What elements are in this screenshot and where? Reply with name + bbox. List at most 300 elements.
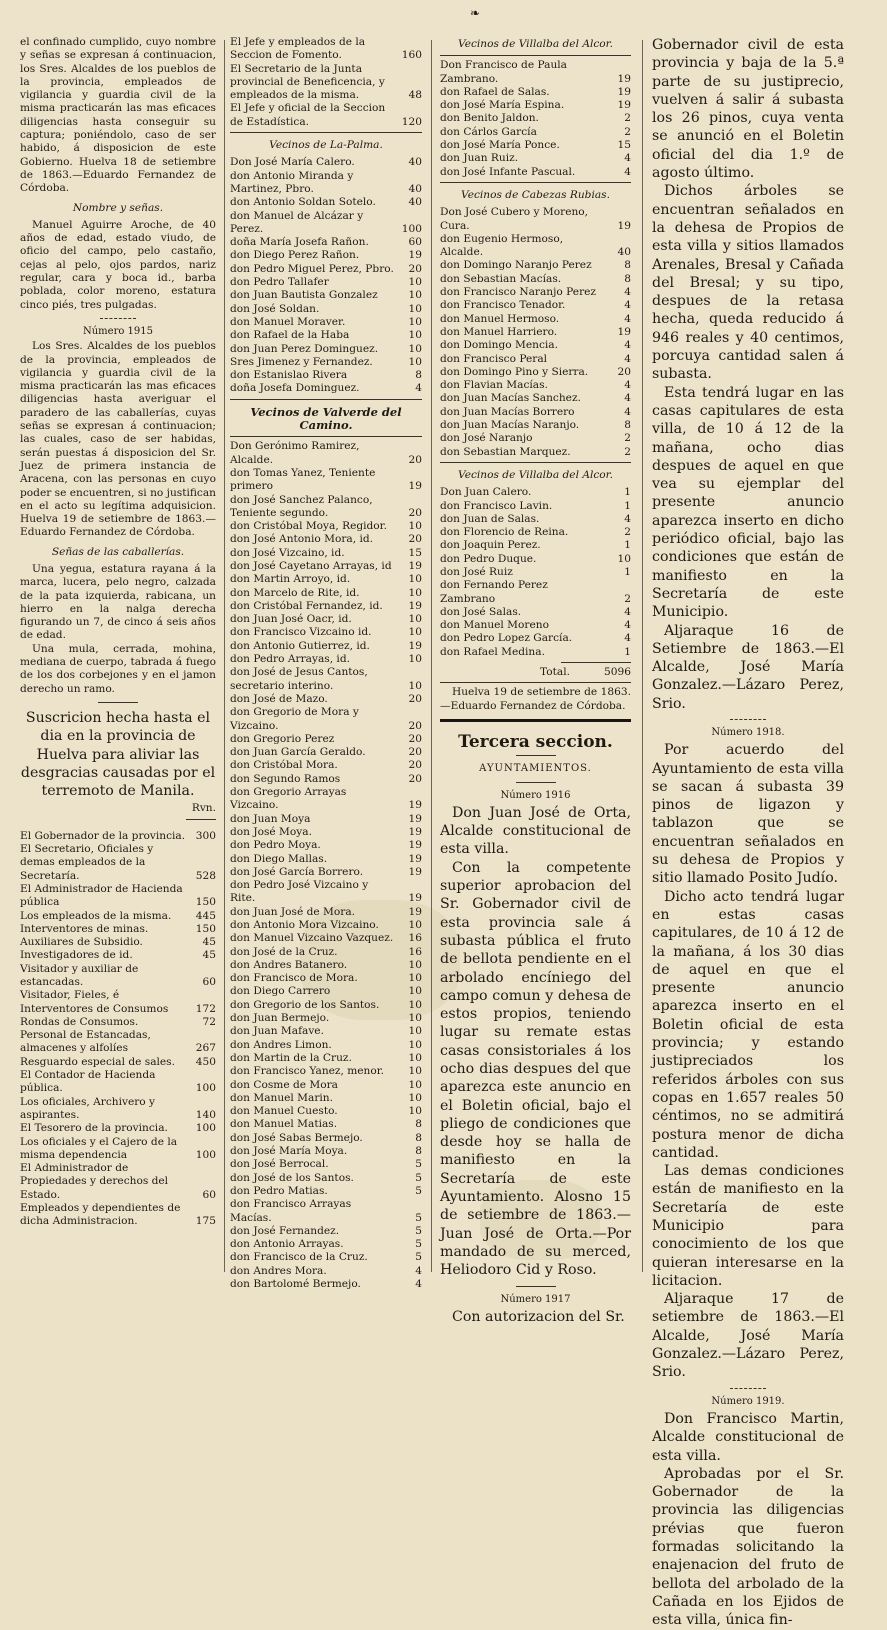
donor-name: don Francisco Yanez, menor. bbox=[230, 1065, 385, 1078]
donor-name: El Secretario de la Junta provincial de Beneficencia, y empleados de la misma. bbox=[230, 62, 385, 102]
donor-name: don Rafael de la Haba bbox=[230, 329, 350, 342]
donor-name: Visitador y auxiliar de estancadas. bbox=[20, 962, 139, 988]
list-item bbox=[230, 1185, 422, 1198]
donation-amount: 8 bbox=[415, 369, 422, 382]
donation-amount: 4 bbox=[624, 339, 631, 352]
donor-name: don Eugenio Hermoso, Alcalde. bbox=[440, 232, 564, 259]
donor-name: don José Salas. bbox=[440, 605, 522, 618]
donor-name: don Pedro Arrayas, id. bbox=[230, 653, 350, 666]
donor-name: don Andres Batanero. bbox=[230, 958, 348, 971]
donation-amount: 5 bbox=[415, 1224, 422, 1237]
donor-name: don Gregorio de Mora y Vizcaino. bbox=[230, 706, 359, 732]
list-item bbox=[230, 36, 422, 63]
donor-name: don Manuel Vizcaino Vazquez. bbox=[230, 932, 394, 945]
list-item bbox=[230, 932, 422, 945]
section-heading: Vecinos de Valverde del Camino. bbox=[250, 404, 402, 433]
list-item bbox=[230, 706, 422, 733]
donor-name: don Rafael de Salas. bbox=[440, 85, 550, 98]
donation-amount: 2 bbox=[624, 592, 631, 605]
column-divider bbox=[224, 40, 225, 1272]
list-item bbox=[230, 985, 422, 998]
list-item bbox=[230, 786, 422, 813]
donor-name: don José Naranjo bbox=[440, 432, 533, 445]
notice-paragraph: Las demas condiciones están de manifiesto en la Secretaría de este Municipio para conocimiento de los que quieran interesarse en la licitacion. bbox=[652, 1163, 844, 1289]
list-item bbox=[440, 486, 631, 499]
list-item bbox=[230, 813, 422, 826]
separator bbox=[440, 182, 631, 183]
list-item bbox=[230, 1039, 422, 1052]
donation-amount: 10 bbox=[408, 998, 422, 1011]
donation-amount: 5 bbox=[415, 1171, 422, 1184]
list-item bbox=[440, 313, 631, 326]
donor-name: Don Juan Calero. bbox=[440, 486, 532, 499]
signature: Huelva 19 de setiembre de 1863. —Eduardo Fernandez de Córdoba. bbox=[440, 686, 631, 712]
donation-amount: 10 bbox=[408, 1051, 422, 1064]
notice-paragraph: Don Juan José de Orta, Alcalde constitucional de esta villa. bbox=[440, 804, 631, 858]
notice-paragraph: Esta tendrá lugar en las casas capitulares de esta villa, de 10 á 12 de la mañana, ocho dias despues de aquel en que vea su ejemplar del presente anuncio aparezca inserto en dicho periódico oficial, bajo las condiciones que están de manifiesto en la Secretaría de este Municipio. bbox=[652, 384, 844, 621]
list-item bbox=[230, 853, 422, 866]
donation-amount: 40 bbox=[408, 196, 422, 209]
donation-amount: 10 bbox=[408, 919, 422, 931]
donation-amount: 20 bbox=[408, 692, 422, 705]
donation-amount: 10 bbox=[408, 985, 422, 998]
total-value: 5096 bbox=[604, 666, 631, 679]
donor-name: don Cristóbal Mora. bbox=[230, 759, 338, 772]
donor-name: don Francisco Lavin. bbox=[440, 499, 553, 512]
donation-amount: 60 bbox=[202, 976, 216, 988]
description-paragraph: Una mula, cerrada, mohina, mediana de cuerpo, tabrada á fuego de los dos corbejones y en el jamon derecho un ramo. bbox=[20, 642, 216, 695]
donor-name: don José Sanchez Palanco, Teniente segundo. bbox=[230, 493, 373, 519]
donor-name: don José García Borrero. bbox=[230, 865, 364, 878]
donation-amount: 175 bbox=[195, 1215, 216, 1228]
donation-amount: 10 bbox=[408, 315, 422, 328]
separator bbox=[516, 1286, 556, 1287]
list-item bbox=[440, 419, 631, 432]
donation-amount: 5 bbox=[415, 1251, 422, 1264]
donor-name: don Antonio Arrayas. bbox=[230, 1238, 344, 1251]
donation-amount: 20 bbox=[408, 772, 422, 785]
donation-amount: 1 bbox=[624, 565, 631, 578]
list-item bbox=[230, 329, 422, 342]
donation-amount: 19 bbox=[408, 480, 422, 493]
list-item bbox=[440, 59, 631, 86]
donation-amount: 2 bbox=[624, 432, 631, 445]
list-item bbox=[230, 1118, 422, 1131]
donation-amount: 19 bbox=[408, 852, 422, 865]
donation-list bbox=[230, 36, 422, 129]
donation-amount: 2 bbox=[624, 526, 631, 539]
donation-amount: 8 bbox=[415, 1131, 422, 1144]
list-item bbox=[230, 1012, 422, 1025]
donor-name: Sres Jimenez y Fernandez. bbox=[230, 355, 373, 368]
list-item bbox=[230, 196, 422, 209]
donor-name: El Administrador de Propiedades y derechos del Estado. bbox=[20, 1162, 169, 1201]
list-item bbox=[440, 366, 631, 379]
donor-name: don José de Mazo. bbox=[230, 692, 328, 705]
list-item bbox=[230, 210, 422, 237]
donor-name: don Pedro Matias. bbox=[230, 1184, 328, 1197]
donor-name: Interventores de minas. bbox=[20, 922, 149, 935]
donation-amount: 19 bbox=[408, 865, 422, 878]
donor-name: don Manuel Cuesto. bbox=[230, 1105, 338, 1118]
separator bbox=[516, 782, 556, 783]
donor-name: don Domingo Pino y Sierra. bbox=[440, 365, 589, 378]
list-item bbox=[440, 379, 631, 392]
donor-name: don Juan José Oacr, id. bbox=[230, 613, 352, 626]
donation-amount: 4 bbox=[624, 286, 631, 299]
donation-amount: 19 bbox=[408, 905, 422, 918]
list-item bbox=[440, 86, 631, 99]
donation-list bbox=[230, 156, 422, 395]
column-2 bbox=[230, 36, 422, 1291]
list-item bbox=[20, 1122, 216, 1135]
notice-paragraph: Aprobadas por el Sr. Gobernador de la provincia las diligencias prévias que fueron formadas solicitando la enajenacion del fruto de bellota del arbolado de la Cañada en los Ejidos de esta villa, única fin- bbox=[652, 1465, 844, 1629]
donation-amount: 16 bbox=[408, 932, 422, 945]
donor-name: don Martin de la Cruz. bbox=[230, 1051, 352, 1064]
donation-amount: 4 bbox=[624, 312, 631, 325]
list-item bbox=[440, 632, 631, 645]
list-item bbox=[230, 587, 422, 600]
donation-amount: 20 bbox=[617, 365, 631, 378]
donation-amount: 20 bbox=[408, 746, 422, 759]
list-item bbox=[20, 963, 216, 990]
donation-amount: 528 bbox=[195, 869, 216, 882]
donation-amount: 267 bbox=[195, 1042, 216, 1055]
donor-name: don José Sabas Bermejo. bbox=[230, 1131, 363, 1144]
separator bbox=[100, 318, 136, 319]
list-item bbox=[440, 646, 631, 659]
donor-name: don Diego Mallas. bbox=[230, 852, 328, 865]
column-divider bbox=[642, 40, 643, 1272]
donation-amount: 10 bbox=[408, 276, 422, 289]
list-item bbox=[440, 553, 631, 566]
donor-name: don Manuel Marin. bbox=[230, 1091, 333, 1104]
donor-name: don Cristóbal Moya, Regidor. bbox=[230, 520, 387, 533]
donation-amount: 2 bbox=[624, 125, 631, 138]
list-item bbox=[230, 1132, 422, 1145]
list-item bbox=[20, 830, 216, 843]
list-item bbox=[20, 923, 216, 936]
column-divider bbox=[431, 40, 432, 1272]
donor-name: don Manuel de Alcázar y Perez. bbox=[230, 209, 364, 235]
donation-amount: 100 bbox=[195, 1082, 216, 1095]
list-item bbox=[230, 1238, 422, 1251]
list-item bbox=[230, 600, 422, 613]
notice-paragraph: Gobernador civil de esta provincia y baja de la 5.ª parte de su justiprecio, vuelven á salir á subasta los 26 pinos, cuya venta se anunció en el Boletin oficial del dia 1.º de agosto último. bbox=[652, 37, 844, 182]
donor-name: don Francisco Arrayas Macías. bbox=[230, 1198, 352, 1224]
list-item bbox=[20, 1136, 216, 1163]
donor-name: don Manuel Matias. bbox=[230, 1118, 338, 1131]
list-item bbox=[20, 883, 216, 910]
donor-name: don Francisco de la Cruz. bbox=[230, 1251, 368, 1264]
donor-name: don José de los Santos. bbox=[230, 1171, 354, 1184]
description-paragraph: Una yegua, estatura rayana á la marca, lucera, pelo negro, calzada de la pata izquierda, rabicana, un hierro en la nalga derecha figurando un 7, de cinco á seis años de edad. bbox=[20, 562, 216, 642]
donor-name: El Jefe y empleados de la Seccion de Fomento. bbox=[230, 36, 366, 62]
donor-name: Auxiliares de Subsidio. bbox=[20, 936, 143, 949]
donation-amount: 19 bbox=[408, 249, 422, 262]
separator bbox=[440, 55, 631, 56]
column-4 bbox=[652, 36, 844, 1629]
subscription-title: Suscricion hecha hasta el dia en la provincia de Huelva para aliviar las desgracias causadas por el terremoto de Manila. bbox=[20, 709, 216, 800]
donation-amount: 10 bbox=[408, 626, 422, 639]
donation-amount: 60 bbox=[202, 1188, 216, 1201]
notice-paragraph: Don Francisco Martin, Alcalde constitucional de esta villa. bbox=[652, 1410, 844, 1464]
donor-name: don Juan Macías Naranjo. bbox=[440, 419, 580, 432]
donor-name: don José Moya. bbox=[230, 825, 312, 838]
list-item bbox=[230, 547, 422, 560]
donor-name: Don José Cubero y Moreno, Cura. bbox=[440, 206, 589, 232]
list-item bbox=[20, 1202, 216, 1229]
list-item bbox=[230, 1052, 422, 1065]
donor-name: don Domingo Naranjo Perez bbox=[440, 259, 592, 272]
list-item bbox=[230, 1225, 422, 1238]
donor-name: don Juan Bautista Gonzalez bbox=[230, 289, 378, 302]
donor-name: don José María Ponce. bbox=[440, 139, 560, 152]
list-item bbox=[230, 170, 422, 197]
donor-name: don Pedro Lopez García. bbox=[440, 632, 573, 645]
donor-name: don Manuel Harriero. bbox=[440, 325, 558, 338]
list-item bbox=[230, 866, 422, 879]
donation-amount: 4 bbox=[624, 379, 631, 392]
donation-amount: 2 bbox=[624, 445, 631, 458]
section-rule bbox=[440, 719, 631, 722]
donor-name: El Tesorero de la provincia. bbox=[20, 1122, 168, 1135]
donation-amount: 10 bbox=[408, 520, 422, 533]
list-item bbox=[440, 286, 631, 299]
list-item bbox=[440, 126, 631, 139]
donor-name: don Francisco Tenador. bbox=[440, 299, 566, 312]
donation-amount: 19 bbox=[617, 99, 631, 112]
notice-paragraph: Dichos árboles se encuentran señalados en la dehesa de Propios de esta villa y sitios llamados Arenales, Bresal y Cañada del Bresal; y su tipo, despues de la retasa hecha, queda reducido á 946 reales y 40 centimos, porcuya cantidad salen á subasta. bbox=[652, 183, 844, 383]
donor-name: don Juan Perez Dominguez. bbox=[230, 342, 379, 355]
donor-name: don Pedro Miguel Perez, Pbro. bbox=[230, 262, 394, 275]
donor-name: don Juan José de Mora. bbox=[230, 905, 356, 918]
section-heading: Nombre y señas. bbox=[72, 201, 164, 214]
list-item bbox=[230, 63, 422, 103]
donor-name: don José Ruiz bbox=[440, 565, 513, 578]
donation-amount: 5 bbox=[415, 1238, 422, 1251]
donor-name: don Francisco Naranjo Perez bbox=[440, 286, 596, 299]
donation-amount: 4 bbox=[624, 632, 631, 645]
donor-name: don José Infante Pascual. bbox=[440, 165, 576, 178]
donation-amount: 19 bbox=[617, 85, 631, 98]
donation-amount: 4 bbox=[624, 299, 631, 312]
list-item bbox=[230, 533, 422, 546]
donor-name: Don Francisco de Paula Zambrano. bbox=[440, 59, 567, 85]
donation-amount: 20 bbox=[408, 732, 422, 745]
donation-amount: 10 bbox=[408, 1038, 422, 1051]
list-item bbox=[230, 1079, 422, 1092]
donation-amount: 4 bbox=[415, 382, 422, 395]
donation-amount: 100 bbox=[401, 222, 422, 235]
notice-number: Número 1916 bbox=[500, 789, 571, 801]
donation-amount: 4 bbox=[415, 1264, 422, 1277]
donation-amount: 4 bbox=[415, 1278, 422, 1291]
donor-name: don José Vizcaino, id. bbox=[230, 546, 345, 559]
donor-name: don Benito Jaldon. bbox=[440, 112, 539, 125]
donation-amount: 10 bbox=[408, 972, 422, 985]
donor-name: don José Berrocal. bbox=[230, 1158, 329, 1171]
list-item bbox=[440, 392, 631, 405]
list-item bbox=[440, 606, 631, 619]
donor-name: don Antonio Soldan Sotelo. bbox=[230, 196, 376, 209]
list-item bbox=[230, 626, 422, 639]
notice-number: Número 1919. bbox=[711, 1395, 785, 1407]
donation-amount: 10 bbox=[408, 573, 422, 586]
total-label: Total. bbox=[540, 666, 570, 679]
donor-name: Don José María Calero. bbox=[230, 156, 355, 169]
donation-amount: 1 bbox=[624, 499, 631, 512]
donation-amount: 300 bbox=[195, 829, 216, 842]
donor-name: don Andres Limon. bbox=[230, 1038, 332, 1051]
donor-name: El Gobernador de la provincia. bbox=[20, 829, 186, 842]
donation-amount: 140 bbox=[195, 1108, 216, 1121]
donation-amount: 40 bbox=[617, 246, 631, 259]
notice-number: Número 1917 bbox=[500, 1293, 571, 1305]
list-item bbox=[440, 446, 631, 459]
separator bbox=[230, 132, 422, 133]
list-item bbox=[440, 513, 631, 526]
donation-list bbox=[230, 440, 422, 1291]
list-item bbox=[230, 1025, 422, 1038]
list-item bbox=[230, 356, 422, 369]
donor-name: don Gregorio de los Santos. bbox=[230, 998, 380, 1011]
list-item bbox=[440, 566, 631, 579]
donation-amount: 10 bbox=[408, 1012, 422, 1025]
donation-amount: 48 bbox=[408, 89, 422, 102]
list-item bbox=[440, 166, 631, 179]
donor-name: Resguardo especial de sales. bbox=[20, 1055, 175, 1068]
list-item bbox=[440, 259, 631, 272]
donor-name: doña Josefa Dominguez. bbox=[230, 382, 360, 395]
list-item bbox=[20, 936, 216, 949]
list-item bbox=[230, 276, 422, 289]
list-item bbox=[440, 299, 631, 312]
list-item bbox=[230, 440, 422, 467]
donor-name: don Juan Ruiz. bbox=[440, 152, 519, 165]
subsection-title: AYUNTAMIENTOS. bbox=[479, 763, 592, 775]
donation-amount: 10 bbox=[408, 1091, 422, 1104]
donation-amount: 445 bbox=[195, 909, 216, 922]
donor-name: don Pedro Moya. bbox=[230, 839, 321, 852]
separator bbox=[440, 682, 631, 683]
donation-list bbox=[440, 486, 631, 659]
donor-name: don Manuel Moreno bbox=[440, 619, 549, 632]
donor-name: don José Soldan. bbox=[230, 302, 320, 315]
section-heading: Vecinos de La-Palma. bbox=[269, 139, 383, 152]
donor-name: Personal de Estancadas, almacenes y alfolíes bbox=[20, 1029, 151, 1055]
list-item bbox=[230, 249, 422, 262]
donor-name: don Sebastian Macías. bbox=[440, 272, 562, 285]
list-item bbox=[230, 773, 422, 786]
list-item bbox=[230, 236, 422, 249]
list-item bbox=[440, 432, 631, 445]
donor-name: don Juan de Salas. bbox=[440, 512, 540, 525]
donor-name: don Juan Macías Borrero bbox=[440, 405, 575, 418]
separator bbox=[230, 436, 422, 437]
list-item bbox=[20, 1069, 216, 1096]
notice-number: Número 1918. bbox=[711, 726, 785, 738]
donation-amount: 4 bbox=[624, 619, 631, 632]
list-item bbox=[20, 910, 216, 923]
list-item bbox=[230, 919, 422, 932]
notice-paragraph: Los Sres. Alcaldes de los pueblos de la provincia, empleados de vigilancia y guardia civil de la misma practicarán las mas eficaces diligencias hasta averiguar el paradero de las caballerías, cuyas señas se expresan á continuacion; las cuales, caso de ser habidas, serán puestas á disposicion del Sr. Juez de primera instancia de Aracena, con las personas en cuyo poder se encuentren, si no justifican en el acto su legítima adquisicion. Huelva 19 de setiembre de 1863.—Eduardo Fernandez de Córdoba. bbox=[20, 340, 216, 539]
donor-name: don Tomas Yanez, Teniente primero bbox=[230, 466, 376, 493]
donor-name: don Diego Perez Rañon. bbox=[230, 249, 360, 262]
donation-amount: 100 bbox=[195, 1148, 216, 1161]
list-item bbox=[230, 613, 422, 626]
donor-name: don Francisco de Mora. bbox=[230, 972, 358, 985]
list-item bbox=[440, 526, 631, 539]
donation-amount: 5 bbox=[415, 1211, 422, 1224]
list-item bbox=[440, 233, 631, 260]
donation-amount: 4 bbox=[624, 352, 631, 365]
separator bbox=[440, 462, 631, 463]
donor-name: don Gregorio Arrayas Vizcaino. bbox=[230, 786, 347, 812]
list-item bbox=[230, 560, 422, 573]
donation-amount: 15 bbox=[617, 139, 631, 152]
list-item bbox=[20, 843, 216, 883]
donation-amount: 19 bbox=[617, 325, 631, 338]
donation-amount: 450 bbox=[195, 1055, 216, 1068]
donor-name: don José María Moya. bbox=[230, 1145, 348, 1158]
donation-amount: 19 bbox=[408, 839, 422, 852]
donor-name: don Pedro José Vizcaino y Rite. bbox=[230, 879, 369, 905]
donor-name: don Antonio Miranda y Martinez, Pbro. bbox=[230, 169, 354, 195]
donation-amount: 19 bbox=[408, 799, 422, 812]
notice-paragraph: el confinado cumplido, cuyo nombre y señas se expresan á continuacion, los Sres. Alcaldes de los pueblos de la provincia, empleados de vigilancia y guardia civil de la misma practicarán las mas eficaces diligencias hasta conseguir su captura; poniéndolo, caso de ser habido, á disposicion de este Gobierno. Huelva 18 de setiembre de 1863.—Eduardo Fernandez de Córdoba. bbox=[20, 36, 216, 195]
list-item bbox=[230, 946, 422, 959]
donation-amount: 150 bbox=[195, 922, 216, 935]
notice-paragraph: Con la competente superior aprobacion del Sr. Gobernador civil de esta provincia sale á subasta pública el fruto de bellota pendiente en el arbolado encíniego del campo comun y dehesa de estos propios, teniendo lugar su remate estas casas consistoriales á los ocho dias despues del que aparezca este anuncio en el Boletin oficial, bajo el pliego de condiciones que desde hoy se halla de manifiesto en la Secretaría de este Ayuntamiento. Alosno 15 de setiembre de 1863.—Juan José de Orta.—Por mandado de su merced, Heliodoro Cid y Roso. bbox=[440, 859, 631, 1279]
donation-amount: 10 bbox=[408, 679, 422, 692]
donation-amount: 100 bbox=[195, 1122, 216, 1135]
donor-name: don José Antonio Mora, id. bbox=[230, 533, 373, 546]
list-item bbox=[230, 839, 422, 852]
donor-name: don Martin Arroyo, id. bbox=[230, 573, 351, 586]
list-item bbox=[440, 579, 631, 606]
donor-name: don Juan Mafave. bbox=[230, 1025, 324, 1038]
list-item bbox=[230, 1065, 422, 1078]
donation-amount: 172 bbox=[195, 1002, 216, 1015]
donor-name: El Contador de Hacienda pública. bbox=[20, 1069, 156, 1095]
list-item bbox=[440, 206, 631, 233]
donor-name: don Cristóbal Fernandez, id. bbox=[230, 599, 383, 612]
currency-label: Rvn. bbox=[191, 802, 216, 815]
donor-name: Los empleados de la misma. bbox=[20, 909, 172, 922]
donor-name: don Estanislao Rivera bbox=[230, 369, 348, 382]
notice-paragraph: Aljaraque 17 de setiembre de 1863.—El Alcalde, José María Gonzalez.—Lázaro Perez, Srio. bbox=[652, 1291, 844, 1381]
donor-name: don Bartolomé Bermejo. bbox=[230, 1278, 361, 1291]
list-item bbox=[230, 759, 422, 772]
donation-amount: 40 bbox=[408, 182, 422, 195]
list-item bbox=[20, 1029, 216, 1056]
list-item bbox=[230, 289, 422, 302]
donation-amount: 10 bbox=[408, 289, 422, 302]
donation-amount: 4 bbox=[624, 392, 631, 405]
list-item bbox=[440, 326, 631, 339]
list-item bbox=[230, 263, 422, 276]
separator bbox=[230, 399, 422, 400]
donation-amount: 19 bbox=[408, 639, 422, 652]
donation-amount: 1 bbox=[624, 645, 631, 658]
donor-name: don Pedro Duque. bbox=[440, 552, 537, 565]
list-item bbox=[230, 156, 422, 169]
donor-name: El Administrador de Hacienda pública bbox=[20, 882, 183, 909]
donor-name: don Gregorio Perez bbox=[230, 732, 335, 745]
section-heading: Vecinos de Cabezas Rubias. bbox=[461, 188, 610, 201]
list-item bbox=[230, 879, 422, 906]
